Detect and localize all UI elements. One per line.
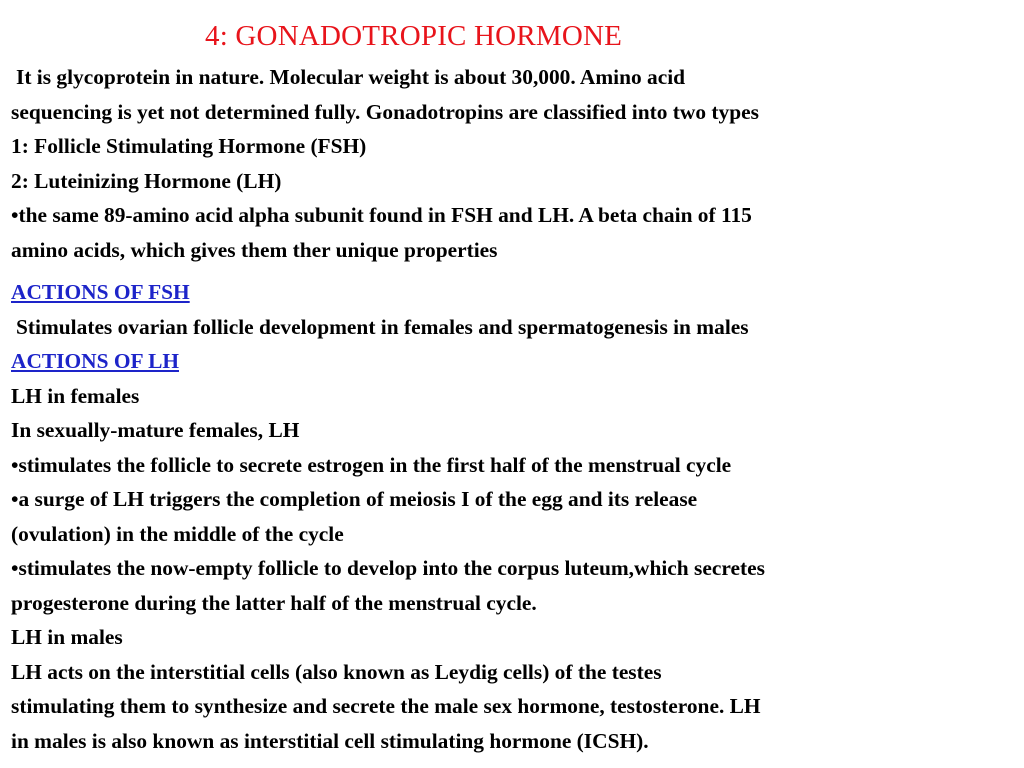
lh-males-line-1: LH acts on the interstitial cells (also known as Leydig cells) of the testes bbox=[11, 659, 662, 684]
subunit-bullet-line-1: •the same 89-amino acid alpha subunit found in FSH and LH. A beta chain of 115 bbox=[11, 203, 752, 227]
lh-males-line-3: in males is also known as interstitial cell stimulating hormone (ICSH). bbox=[11, 728, 649, 753]
subunit-bullet-line-2: amino acids, which gives them ther unique properties bbox=[11, 237, 498, 262]
lh-heading-link[interactable]: ACTIONS OF LH bbox=[11, 349, 179, 373]
fsh-action-text: Stimulates ovarian follicle development in females and spermatogenesis in males bbox=[16, 314, 749, 339]
lh-bullet-ovulation-line-1: •a surge of LH triggers the completion of meiosis I of the egg and its release bbox=[11, 487, 698, 511]
hormone-type-1: 1: Follicle Stimulating Hormone (FSH) bbox=[11, 134, 367, 158]
intro-line-2: sequencing is yet not determined fully. Gonadotropins are classified into two types bbox=[11, 99, 759, 124]
lh-bullet-corpus-luteum-line-2: progesterone during the latter half of the menstrual cycle. bbox=[11, 590, 537, 615]
lh-males-line-2: stimulating them to synthesize and secrete the male sex hormone, testosterone. LH bbox=[11, 694, 761, 718]
lh-females-label: LH in females bbox=[11, 383, 140, 408]
slide-body bbox=[11, 60, 1017, 758]
fsh-heading-row bbox=[11, 275, 1017, 310]
lh-bullet-ovulation-line-2: (ovulation) in the middle of the cycle bbox=[11, 521, 344, 546]
lh-heading-row bbox=[11, 344, 1017, 379]
lh-males-label: LH in males bbox=[11, 625, 123, 649]
intro-line-1: It is glycoprotein in nature. Molecular weight is about 30,000. Amino acid bbox=[16, 65, 686, 89]
lh-bullet-corpus-luteum-line-1: •stimulates the now-empty follicle to develop into the corpus luteum,which secretes bbox=[11, 556, 765, 580]
slide-title: 4: GONADOTROPIC HORMONE bbox=[205, 20, 623, 52]
hormone-type-2: 2: Luteinizing Hormone (LH) bbox=[11, 168, 282, 193]
fsh-heading-link[interactable]: ACTIONS OF FSH bbox=[11, 280, 190, 304]
lh-females-intro: In sexually-mature females, LH bbox=[11, 418, 300, 442]
lh-bullet-estrogen: •stimulates the follicle to secrete estrogen in the first half of the menstrual cycle bbox=[11, 452, 732, 477]
